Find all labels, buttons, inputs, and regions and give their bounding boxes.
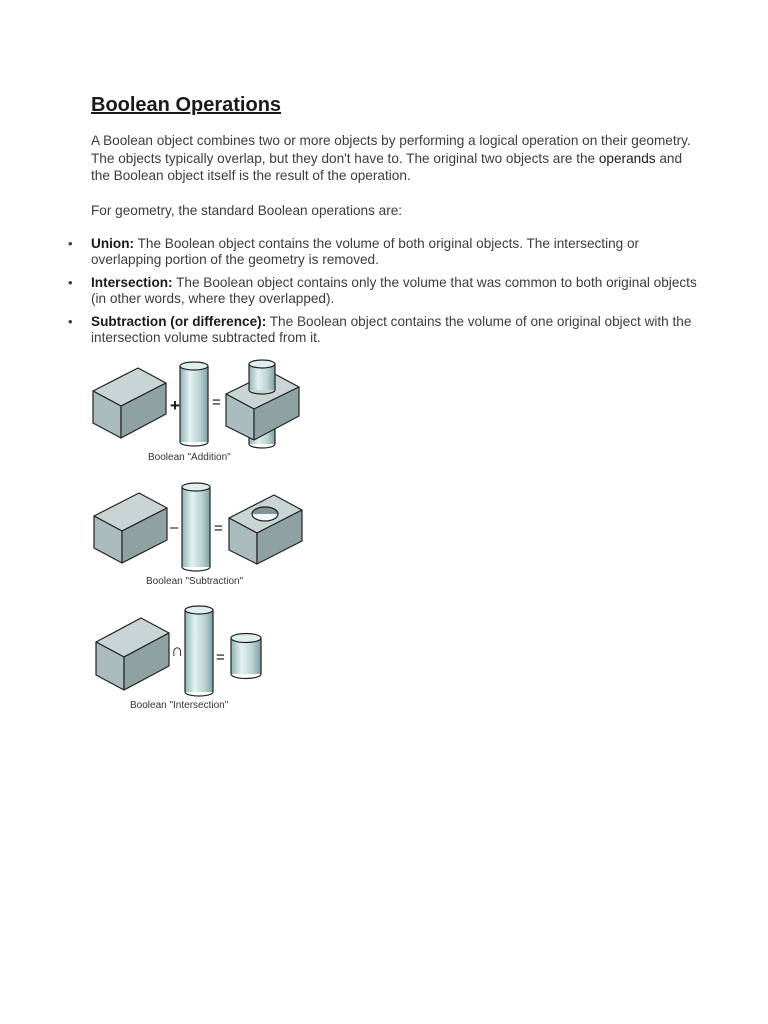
standard-ops-intro: For geometry, the standard Boolean operations are:	[91, 203, 403, 218]
subtraction-caption: Boolean "Subtraction"	[146, 576, 244, 587]
intersection-term: Intersection:	[91, 275, 173, 290]
bullet-icon: •	[68, 314, 73, 329]
cylinder-shape	[182, 483, 210, 571]
cylinder-shape	[185, 606, 213, 696]
bullet-icon: •	[68, 236, 73, 251]
addition-caption: Boolean "Addition"	[148, 452, 231, 463]
bullet-icon: •	[68, 275, 73, 290]
cylinder-shape	[180, 362, 208, 446]
minus-symbol: –	[170, 519, 179, 536]
subtraction-text: The Boolean object contains the volume of one original object with the intersection volume subtracted from it.	[91, 314, 692, 345]
union-text: The Boolean object contains the volume of both original objects. The intersecting or overlapping portion of the geometry is removed.	[91, 236, 640, 267]
equals-symbol: =	[214, 520, 223, 537]
operands-term: operands	[598, 150, 656, 166]
operations-list	[60, 236, 700, 353]
union-term: Union:	[91, 236, 135, 251]
subtraction-term: Subtraction (or difference):	[91, 314, 267, 329]
subtraction-result-shape	[229, 495, 302, 564]
plus-symbol: +	[170, 396, 180, 415]
boolean-addition-figure	[88, 356, 328, 466]
list-item-union	[60, 236, 700, 267]
box-shape	[94, 493, 167, 563]
intersection-result-shape	[231, 634, 261, 679]
intersection-caption: Boolean "Intersection"	[130, 700, 229, 711]
intro-paragraph	[91, 132, 691, 185]
intersection-text: The Boolean object contains only the volume that was common to both original objects (in other words, where they overlapped).	[91, 275, 697, 306]
list-item-intersection	[60, 275, 700, 306]
box-shape	[96, 618, 169, 690]
equals-symbol: =	[212, 394, 221, 411]
intro-text-1: A Boolean object combines two or more objects by performing a logical operation on their geometry. The objects typically overlap, but they don't have to. The original two objects are the	[91, 133, 691, 166]
page-title: Boolean Operations	[91, 94, 282, 116]
box-shape	[93, 368, 166, 438]
union-result-shape	[226, 360, 299, 448]
list-item-subtraction	[60, 314, 700, 345]
boolean-subtraction-figure	[88, 478, 328, 590]
boolean-intersection-figure	[88, 602, 328, 714]
intersect-symbol: ∩	[171, 641, 184, 660]
equals-symbol: =	[216, 649, 225, 666]
intro-text-2: and the Boolean object itself is the result of the operation.	[91, 150, 683, 184]
